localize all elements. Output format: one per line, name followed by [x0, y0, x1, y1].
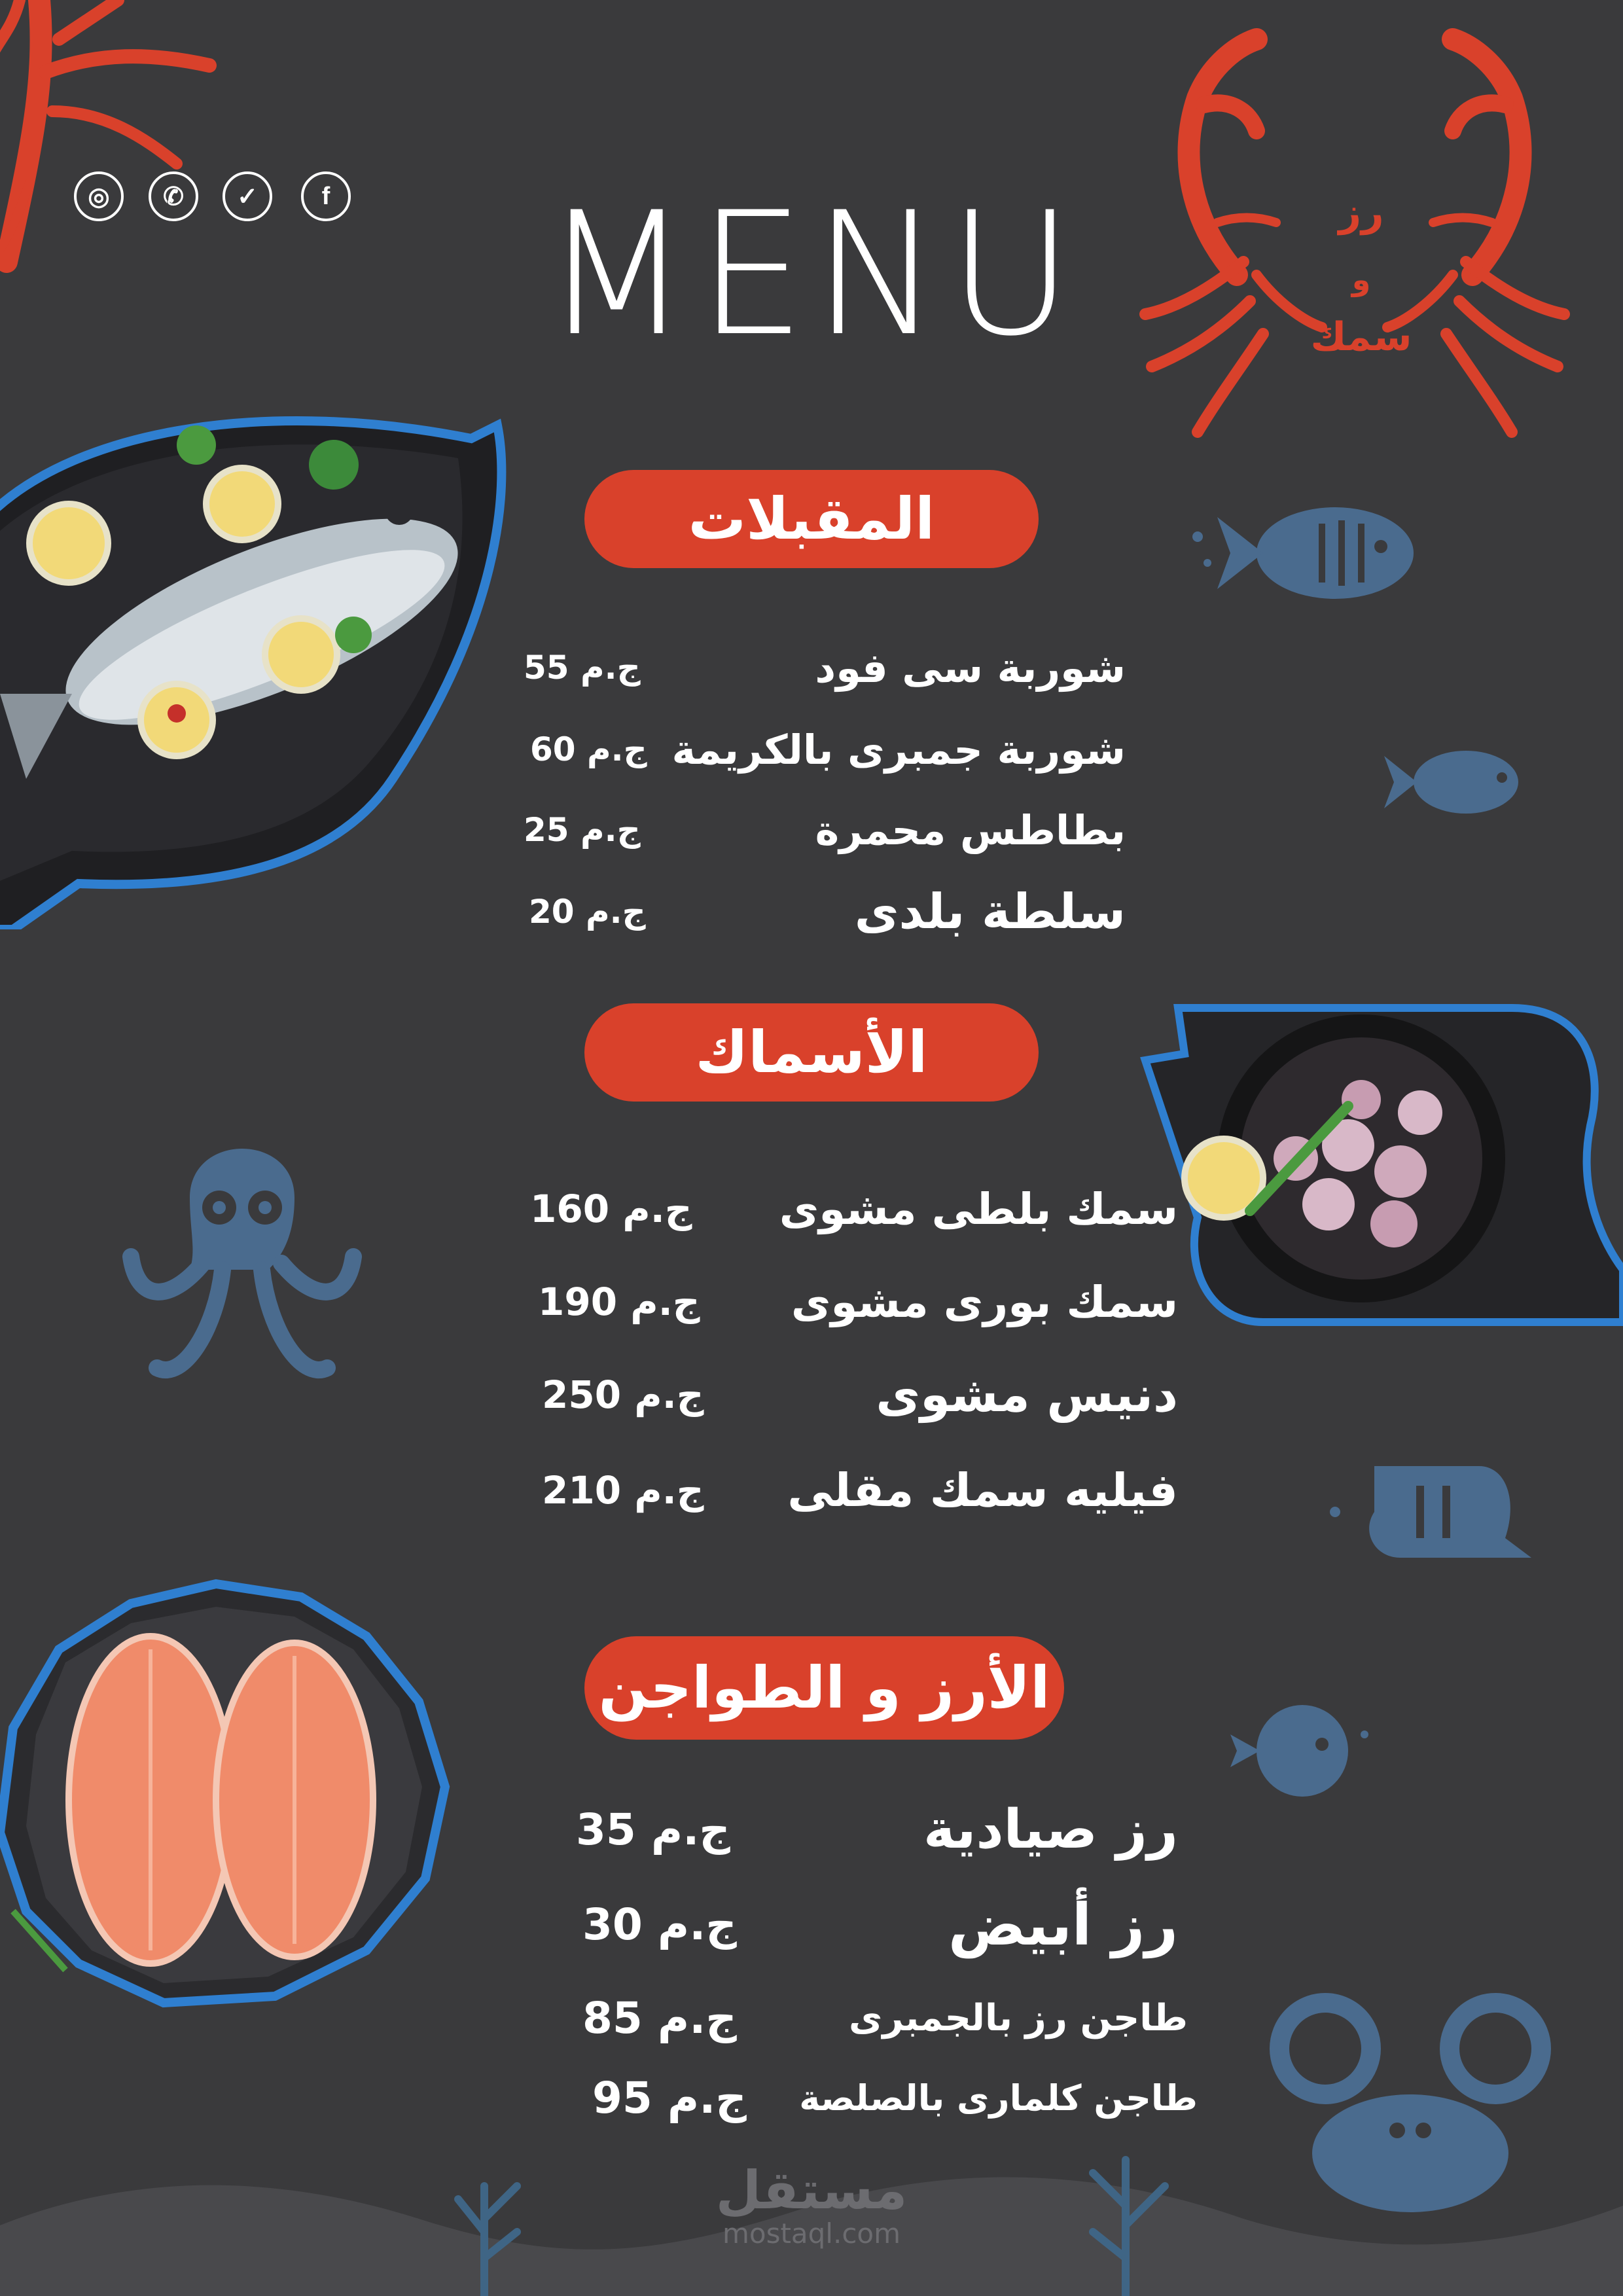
twitter-icon[interactable]: ✓	[223, 171, 272, 221]
menu-item-name: دنيس مشوى	[876, 1367, 1178, 1423]
menu-item-name: شوربة جمبرى بالكريمة	[671, 725, 1126, 774]
octopus-decoration	[118, 1106, 366, 1407]
menu-item-price: 25 ج.م	[524, 811, 641, 849]
menu-item-name: شوربة سى فود	[815, 643, 1126, 692]
menu-title: MENU	[543, 176, 1081, 374]
menu-item-price: 60 ج.م	[530, 730, 647, 768]
instagram-icon[interactable]: ◎	[74, 171, 124, 221]
menu-item-price: 210 ج.م	[542, 1468, 704, 1513]
menu-item	[524, 804, 1126, 856]
menu-item	[592, 2068, 1198, 2127]
coral-decoration	[0, 0, 223, 275]
octopus-pot-photo	[1132, 995, 1623, 1348]
menu-item-name: رز صيادية	[923, 1798, 1178, 1861]
whatsapp-icon[interactable]: ✆	[149, 171, 198, 221]
crab-logo-icon	[1106, 26, 1603, 445]
menu-item	[530, 723, 1126, 776]
menu-item-name: رز أبيض	[948, 1890, 1178, 1958]
menu-item-price: 95 ج.م	[592, 2072, 747, 2123]
facebook-icon[interactable]: f	[301, 171, 351, 221]
menu-item	[576, 1797, 1178, 1862]
menu-item-price: 35 ج.م	[576, 1804, 730, 1855]
menu-item-price: 160 ج.م	[530, 1187, 692, 1231]
grilled-fish-photo	[0, 386, 524, 929]
menu-item-name: طاجن رز بالجمبرى	[849, 1996, 1188, 2039]
menu-item	[530, 1179, 1178, 1238]
section-title-appetizers: المقبلات	[584, 470, 1039, 568]
menu-item	[524, 641, 1126, 694]
fish-decoration-3	[1322, 1446, 1544, 1577]
salmon-steaks-photo	[0, 1571, 471, 2016]
menu-item-price: 20 ج.م	[529, 893, 646, 931]
menu-item-price: 190 ج.م	[538, 1280, 700, 1324]
menu-item-price: 250 ج.م	[542, 1372, 704, 1417]
menu-item	[542, 1365, 1178, 1424]
menu-item	[582, 1892, 1178, 1957]
menu-item-name: سلطة بلدى	[854, 884, 1126, 940]
watermark-brand: مستقل	[715, 2160, 908, 2221]
watermark-site: mostaql.com	[722, 2217, 901, 2250]
menu-item-price: 85 ج.م	[582, 1992, 737, 2043]
fish-decoration-2	[1368, 740, 1525, 825]
section-title-fish: الأسماك	[584, 1003, 1039, 1102]
logo-line-2: و	[1351, 262, 1371, 297]
menu-item-name: سمك بلطى مشوى	[779, 1183, 1178, 1234]
menu-item	[529, 882, 1126, 941]
logo-line-1: رز	[1338, 190, 1384, 236]
menu-item-name: بطاطس محمرة	[815, 806, 1126, 854]
menu-item-price: 30 ج.م	[582, 1899, 737, 1950]
menu-item-name: سمك بورى مشوى	[791, 1276, 1178, 1327]
menu-item-name: فيليه سمك مقلى	[787, 1463, 1178, 1517]
pufferfish-decoration	[1224, 1695, 1381, 1806]
menu-item-name: طاجن كلمارى بالصلصة	[799, 2077, 1198, 2119]
section-title-rice-tagines: الأرز و الطواجن	[584, 1636, 1064, 1740]
menu-item	[582, 1988, 1188, 2047]
fish-decoration-1	[1185, 497, 1427, 609]
menu-item-price: 55 ج.م	[524, 649, 641, 687]
menu-item	[538, 1272, 1178, 1331]
logo-line-3: سمك	[1310, 314, 1412, 360]
menu-item	[542, 1461, 1178, 1520]
